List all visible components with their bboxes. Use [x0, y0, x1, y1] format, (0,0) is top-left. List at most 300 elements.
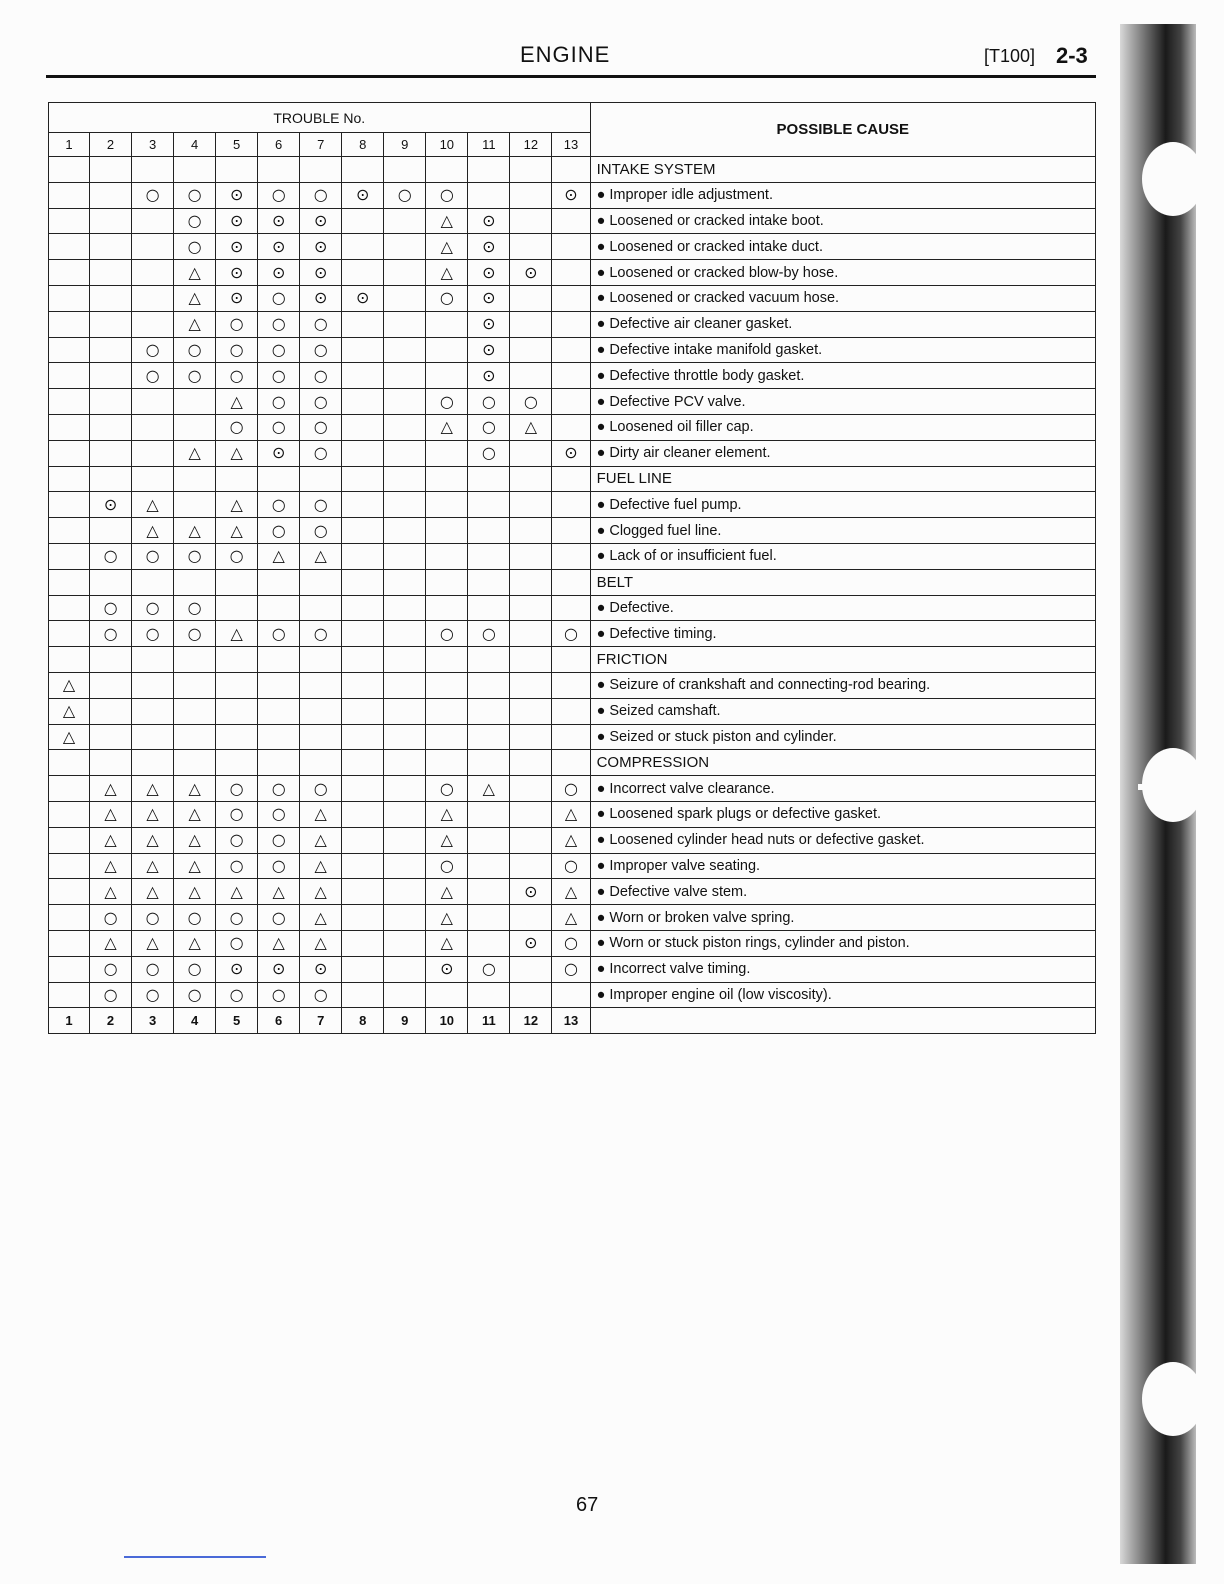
mark-cell: [342, 234, 384, 260]
mark-cell: [510, 182, 552, 208]
mark-symbol: △: [188, 830, 201, 850]
empty-cell: [510, 466, 552, 492]
mark-cell: [468, 595, 510, 621]
mark-cell: [132, 440, 174, 466]
mark-cell: [342, 801, 384, 827]
mark-cell: [300, 801, 342, 827]
mark-symbol: △: [146, 804, 159, 824]
mark-cell: [426, 414, 468, 440]
mark-cell: [510, 363, 552, 389]
mark-symbol: ○: [229, 417, 244, 437]
column-number-3: 3: [132, 133, 174, 157]
mark-cell: [132, 905, 174, 931]
mark-cell: [132, 982, 174, 1008]
mark-cell: [174, 363, 216, 389]
mark-cell: [300, 698, 342, 724]
empty-cell: [552, 466, 590, 492]
mark-cell: [174, 956, 216, 982]
mark-cell: [216, 776, 258, 802]
table-row: [49, 337, 1096, 363]
mark-symbol: ○: [313, 365, 328, 385]
table-row: [49, 698, 1096, 724]
mark-cell: [384, 595, 426, 621]
mark-cell: [49, 518, 90, 544]
mark-cell: [384, 543, 426, 569]
mark-cell: [90, 543, 132, 569]
mark-cell: [300, 956, 342, 982]
mark-cell: [468, 337, 510, 363]
page-number: 67: [576, 1494, 599, 1516]
mark-symbol: △: [104, 778, 117, 798]
mark-symbol: △: [104, 830, 117, 850]
mark-symbol: ○: [145, 546, 160, 566]
mark-symbol: ○: [187, 623, 202, 643]
mark-symbol: ○: [313, 494, 328, 514]
mark-symbol: ○: [187, 365, 202, 385]
mark-symbol: △: [440, 830, 453, 850]
table-row: [49, 414, 1096, 440]
table-row: [49, 208, 1096, 234]
mark-cell: [216, 492, 258, 518]
mark-cell: [49, 389, 90, 415]
mark-cell: [552, 363, 590, 389]
table-row: [49, 776, 1096, 802]
possible-cause: ● Defective throttle body gasket.: [590, 363, 1095, 389]
empty-cell: [426, 569, 468, 595]
possible-cause: ● Loosened or cracked intake duct.: [590, 234, 1095, 260]
empty-cell: [300, 157, 342, 183]
mark-symbol: △: [146, 855, 159, 875]
mark-cell: [174, 260, 216, 286]
mark-cell: [342, 285, 384, 311]
table-row: [49, 234, 1096, 260]
table-row: [49, 801, 1096, 827]
empty-cell: [216, 466, 258, 492]
mark-cell: [510, 698, 552, 724]
mark-cell: [216, 672, 258, 698]
mark-symbol: ○: [229, 778, 244, 798]
mark-cell: [132, 492, 174, 518]
mark-cell: [510, 208, 552, 234]
mark-cell: [342, 905, 384, 931]
mark-cell: [552, 801, 590, 827]
mark-cell: [300, 595, 342, 621]
mark-cell: [426, 543, 468, 569]
mark-cell: [258, 543, 300, 569]
footer-column-number-11: 11: [468, 1008, 510, 1034]
empty-cell: [90, 569, 132, 595]
mark-symbol: △: [230, 443, 243, 463]
mark-symbol: ⊙: [482, 339, 496, 359]
mark-cell: [342, 595, 384, 621]
group-heading: FRICTION: [590, 647, 1095, 673]
table-row: [49, 311, 1096, 337]
mark-cell: [552, 543, 590, 569]
mark-cell: [468, 982, 510, 1008]
mark-cell: [49, 698, 90, 724]
mark-cell: [510, 672, 552, 698]
mark-cell: [342, 698, 384, 724]
mark-cell: [49, 492, 90, 518]
empty-cell: [174, 647, 216, 673]
mark-cell: [468, 956, 510, 982]
empty-cell: [174, 750, 216, 776]
mark-cell: [342, 827, 384, 853]
empty-cell: [552, 569, 590, 595]
mark-cell: [90, 930, 132, 956]
matrix-body: [49, 157, 1096, 1008]
group-heading: FUEL LINE: [590, 466, 1095, 492]
group-heading: INTAKE SYSTEM: [590, 157, 1095, 183]
binder-hole: [1142, 1362, 1204, 1436]
mark-cell: [174, 414, 216, 440]
empty-cell: [300, 466, 342, 492]
mark-symbol: ○: [187, 984, 202, 1004]
mark-cell: [468, 363, 510, 389]
mark-cell: [552, 311, 590, 337]
mark-symbol: ○: [271, 339, 286, 359]
mark-cell: [384, 285, 426, 311]
mark-cell: [300, 672, 342, 698]
mark-symbol: ○: [187, 339, 202, 359]
mark-cell: [90, 285, 132, 311]
empty-cell: [49, 647, 90, 673]
mark-cell: [300, 492, 342, 518]
mark-symbol: △: [440, 210, 453, 230]
empty-cell: [384, 466, 426, 492]
mark-symbol: △: [272, 546, 285, 566]
page-title: ENGINE: [520, 42, 611, 67]
mark-cell: [426, 518, 468, 544]
mark-cell: [468, 801, 510, 827]
mark-cell: [300, 827, 342, 853]
mark-cell: [342, 672, 384, 698]
mark-cell: [384, 621, 426, 647]
empty-cell: [342, 466, 384, 492]
mark-cell: [384, 905, 426, 931]
mark-cell: [90, 363, 132, 389]
mark-cell: [342, 311, 384, 337]
mark-cell: [342, 182, 384, 208]
mark-cell: [510, 311, 552, 337]
mark-cell: [174, 389, 216, 415]
mark-cell: [342, 363, 384, 389]
mark-symbol: ⊙: [356, 185, 370, 205]
mark-symbol: ○: [187, 185, 202, 205]
mark-symbol: △: [188, 314, 201, 334]
table-row: [49, 827, 1096, 853]
footer-column-number-8: 8: [342, 1008, 384, 1034]
mark-cell: [216, 879, 258, 905]
empty-cell: [426, 466, 468, 492]
mark-symbol: ○: [439, 288, 454, 308]
mark-cell: [174, 905, 216, 931]
mark-cell: [384, 260, 426, 286]
mark-cell: [258, 389, 300, 415]
mark-cell: [552, 982, 590, 1008]
mark-symbol: ○: [103, 907, 118, 927]
mark-cell: [258, 930, 300, 956]
table-row: [49, 853, 1096, 879]
mark-symbol: △: [564, 804, 578, 824]
table-row: [49, 672, 1096, 698]
mark-symbol: ○: [271, 907, 286, 927]
mark-symbol: ⊙: [271, 236, 286, 256]
mark-symbol: ○: [313, 443, 328, 463]
mark-cell: [132, 414, 174, 440]
section-code: [T100]: [984, 46, 1036, 66]
mark-cell: [552, 492, 590, 518]
mark-cell: [384, 311, 426, 337]
empty-cell: [49, 569, 90, 595]
group-row: [49, 157, 1096, 183]
mark-cell: [132, 724, 174, 750]
mark-symbol: △: [146, 778, 159, 798]
group-heading: COMPRESSION: [590, 750, 1095, 776]
mark-cell: [216, 440, 258, 466]
mark-cell: [426, 905, 468, 931]
mark-symbol: ⊙: [482, 288, 496, 308]
table-row: [49, 595, 1096, 621]
mark-cell: [468, 311, 510, 337]
mark-cell: [300, 337, 342, 363]
mark-cell: [49, 956, 90, 982]
mark-cell: [510, 414, 552, 440]
mark-cell: [216, 234, 258, 260]
mark-symbol: △: [482, 778, 495, 798]
mark-cell: [174, 285, 216, 311]
empty-cell: [216, 647, 258, 673]
mark-cell: [132, 363, 174, 389]
mark-symbol: ⊙: [229, 185, 244, 205]
mark-cell: [216, 260, 258, 286]
mark-cell: [552, 208, 590, 234]
mark-symbol: ○: [271, 984, 286, 1004]
empty-cell: [426, 647, 468, 673]
mark-symbol: △: [62, 726, 76, 746]
mark-cell: [300, 234, 342, 260]
mark-cell: [510, 827, 552, 853]
mark-cell: [552, 621, 590, 647]
mark-cell: [342, 337, 384, 363]
empty-cell: [468, 750, 510, 776]
mark-symbol: ○: [271, 855, 286, 875]
mark-cell: [552, 440, 590, 466]
possible-cause: ● Defective air cleaner gasket.: [590, 311, 1095, 337]
mark-cell: [90, 182, 132, 208]
mark-symbol: ○: [229, 314, 244, 334]
mark-cell: [342, 518, 384, 544]
mark-cell: [426, 363, 468, 389]
mark-symbol: △: [440, 262, 453, 282]
empty-cell: [49, 157, 90, 183]
mark-symbol: ○: [229, 907, 244, 927]
mark-cell: [258, 518, 300, 544]
mark-cell: [258, 724, 300, 750]
mark-symbol: △: [104, 855, 117, 875]
mark-cell: [510, 285, 552, 311]
mark-cell: [216, 595, 258, 621]
mark-cell: [132, 389, 174, 415]
mark-cell: [258, 440, 300, 466]
mark-cell: [468, 621, 510, 647]
mark-cell: [49, 260, 90, 286]
mark-symbol: ○: [271, 365, 286, 385]
mark-cell: [49, 672, 90, 698]
mark-cell: [258, 672, 300, 698]
mark-cell: [300, 285, 342, 311]
table-row: [49, 285, 1096, 311]
mark-cell: [552, 853, 590, 879]
column-number-13: 13: [552, 133, 590, 157]
mark-cell: [510, 492, 552, 518]
mark-cell: [552, 518, 590, 544]
mark-symbol: ○: [229, 855, 244, 875]
empty-cell: [384, 569, 426, 595]
footer-line: [124, 1556, 266, 1558]
mark-cell: [384, 672, 426, 698]
mark-cell: [132, 234, 174, 260]
mark-cell: [174, 930, 216, 956]
mark-symbol: ○: [103, 597, 118, 617]
mark-cell: [132, 621, 174, 647]
mark-symbol: △: [524, 417, 538, 437]
mark-symbol: ⊙: [482, 314, 496, 334]
mark-cell: [426, 440, 468, 466]
mark-cell: [49, 414, 90, 440]
mark-symbol: ○: [145, 597, 160, 617]
mark-cell: [342, 776, 384, 802]
section-page: 2-3: [1056, 43, 1088, 68]
column-number-10: 10: [426, 133, 468, 157]
empty-cell: [132, 157, 174, 183]
mark-cell: [510, 518, 552, 544]
mark-cell: [90, 879, 132, 905]
mark-cell: [49, 930, 90, 956]
mark-cell: [300, 982, 342, 1008]
mark-cell: [300, 518, 342, 544]
possible-cause: ● Improper engine oil (low viscosity).: [590, 982, 1095, 1008]
mark-cell: [510, 801, 552, 827]
mark-symbol: △: [188, 262, 201, 282]
empty-cell: [384, 157, 426, 183]
mark-cell: [552, 182, 590, 208]
mark-cell: [468, 492, 510, 518]
mark-cell: [90, 724, 132, 750]
mark-symbol: ○: [229, 804, 244, 824]
mark-symbol: ⊙: [271, 210, 286, 230]
mark-symbol: ○: [439, 185, 454, 205]
column-number-9: 9: [384, 133, 426, 157]
mark-cell: [258, 776, 300, 802]
mark-symbol: ⊙: [229, 210, 244, 230]
mark-cell: [300, 543, 342, 569]
footer-column-number-3: 3: [132, 1008, 174, 1034]
table-row: [49, 621, 1096, 647]
mark-cell: [300, 724, 342, 750]
mark-symbol: ○: [313, 314, 328, 334]
mark-symbol: ○: [523, 391, 538, 411]
possible-cause: ● Loosened or cracked blow-by hose.: [590, 260, 1095, 286]
empty-cell: [468, 647, 510, 673]
mark-cell: [174, 801, 216, 827]
possible-cause: ● Loosened or cracked intake boot.: [590, 208, 1095, 234]
mark-cell: [468, 905, 510, 931]
mark-symbol: ○: [229, 339, 244, 359]
mark-symbol: △: [314, 830, 327, 850]
mark-cell: [342, 440, 384, 466]
mark-cell: [552, 285, 590, 311]
group-row: [49, 569, 1096, 595]
mark-cell: [426, 801, 468, 827]
mark-symbol: ○: [271, 804, 286, 824]
mark-symbol: △: [440, 236, 453, 256]
possible-cause: ● Seized or stuck piston and cylinder.: [590, 724, 1095, 750]
mark-cell: [258, 982, 300, 1008]
mark-cell: [468, 672, 510, 698]
empty-cell: [258, 750, 300, 776]
mark-cell: [216, 389, 258, 415]
column-number-4: 4: [174, 133, 216, 157]
mark-cell: [174, 672, 216, 698]
possible-cause: ● Loosened cylinder head nuts or defective gasket.: [590, 827, 1095, 853]
column-number-2: 2: [90, 133, 132, 157]
mark-cell: [132, 801, 174, 827]
mark-cell: [510, 260, 552, 286]
table-row: [49, 389, 1096, 415]
mark-cell: [300, 621, 342, 647]
mark-cell: [216, 182, 258, 208]
mark-symbol: △: [272, 933, 285, 953]
mark-cell: [426, 208, 468, 234]
mark-symbol: ○: [563, 623, 578, 643]
mark-symbol: △: [314, 907, 327, 927]
mark-cell: [426, 672, 468, 698]
mark-cell: [384, 234, 426, 260]
mark-cell: [90, 905, 132, 931]
mark-symbol: ○: [313, 520, 328, 540]
mark-cell: [90, 440, 132, 466]
mark-symbol: ○: [481, 417, 496, 437]
mark-symbol: △: [272, 881, 285, 901]
mark-cell: [216, 208, 258, 234]
mark-cell: [342, 853, 384, 879]
mark-cell: [49, 595, 90, 621]
column-number-1: 1: [49, 133, 90, 157]
mark-cell: [90, 827, 132, 853]
mark-cell: [300, 182, 342, 208]
table-row: [49, 440, 1096, 466]
table-row: [49, 182, 1096, 208]
empty-cell: [258, 647, 300, 673]
possible-cause: ● Seizure of crankshaft and connecting-rod bearing.: [590, 672, 1095, 698]
mark-cell: [174, 182, 216, 208]
mark-cell: [552, 930, 590, 956]
mark-symbol: △: [188, 778, 201, 798]
mark-cell: [426, 285, 468, 311]
footer-column-number-2: 2: [90, 1008, 132, 1034]
empty-cell: [342, 750, 384, 776]
column-number-12: 12: [510, 133, 552, 157]
mark-symbol: △: [440, 933, 453, 953]
mark-symbol: △: [104, 881, 117, 901]
mark-cell: [258, 182, 300, 208]
possible-cause: ● Improper valve seating.: [590, 853, 1095, 879]
mark-cell: [468, 827, 510, 853]
mark-cell: [552, 389, 590, 415]
possible-cause: ● Loosened or cracked vacuum hose.: [590, 285, 1095, 311]
mark-cell: [174, 234, 216, 260]
